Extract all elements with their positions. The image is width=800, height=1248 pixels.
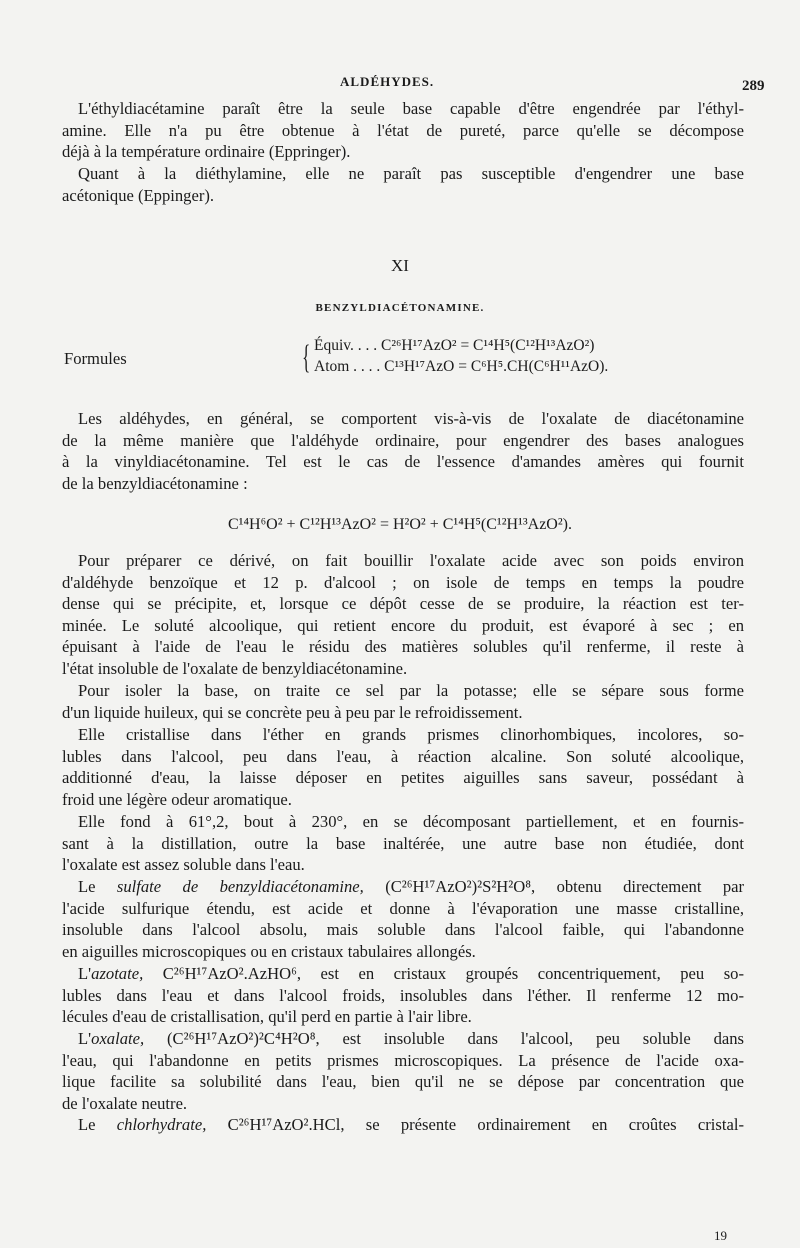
text-line: Pour isoler la base, on traite ce sel par la potasse; elle se sépare sous forme [78, 681, 744, 700]
text-line: insoluble dans l'alcool absolu, mais soluble dans l'alcool faible, qui l'abandonne [62, 920, 744, 940]
text-line: Elle cristallise dans l'éther en grands prismes clinorhombiques, incolores, so- [78, 725, 744, 744]
text-line: lique facilite sa solubilité dans l'eau, bien qu'il ne se dépose par concentration que [62, 1072, 744, 1092]
section-title: BENZYLDIACÉTONAMINE. [315, 302, 485, 314]
text-line [62, 963, 744, 985]
compound-name: chlorhydrate, [116, 1115, 207, 1134]
text-line: acétonique (Eppinger). [62, 185, 215, 205]
paragraph-1 [62, 98, 744, 163]
text-line: de la benzyldiacétonamine : [62, 473, 248, 493]
formula-text: (C²⁶H¹⁷AzO²)²C⁴H²O⁸, est insoluble dans l'alcool, peu soluble dans [144, 1029, 744, 1048]
paragraph-5 [62, 680, 744, 723]
formulas-block [62, 336, 744, 386]
text-line: en aiguilles microscopiques ou en cristaux tabulaires allongés. [62, 941, 476, 961]
paragraph-4 [62, 550, 744, 680]
formula-text: C²⁶H¹⁷AzO².AzHO⁶, est en cristaux groupés concentriquement, peu so- [143, 964, 744, 983]
paragraph-8 [62, 876, 744, 962]
text-line: de l'oxalate neutre. [62, 1093, 188, 1113]
text-line: l'état insoluble de l'oxalate de benzyldiacétonamine. [62, 658, 408, 678]
text-line: sant à la distillation, outre la base inaltérée, une autre base non étudiée, dont [62, 833, 744, 853]
text-line: froid une légère odeur aromatique. [62, 789, 292, 809]
page-number: 289 [742, 78, 765, 94]
text-line: Elle fond à 61°,2, bout à 230°, en se décomposant partiellement, et en fournis- [78, 812, 744, 831]
formula-text: C²⁶H¹⁷AzO².HCl, se présente ordinairement en croûtes cristal- [206, 1115, 744, 1134]
running-title: ALDÉHYDES. [340, 74, 435, 89]
formula-atom: Atom . . . . C¹³H¹⁷AzO = C⁶H⁵.CH(C⁶H¹¹AzO). [314, 358, 609, 375]
text-line: additionné d'eau, la laisse déposer en petites aiguilles sans saveur, possédant à [62, 768, 744, 788]
text-line: lubles dans l'alcool, peu dans l'eau, à réaction alcaline. Son soluté alcoolique, [62, 746, 744, 766]
formula-equiv: Équiv. . . . C²⁶H¹⁷AzO² = C¹⁴H⁵(C¹²H¹³AzO²) [314, 337, 595, 354]
section-number: XI [391, 256, 409, 275]
paragraph-9 [62, 963, 744, 1028]
lead-word: L' [78, 1029, 92, 1048]
paragraph-7 [62, 811, 744, 876]
compound-name: sulfate de benzyldiacétonamine, [116, 877, 364, 896]
text-line: Pour préparer ce dérivé, on fait bouillir l'oxalate acide avec son poids environ [78, 551, 744, 570]
paragraph-3 [62, 408, 744, 494]
paragraph-6 [62, 724, 744, 810]
text-line [62, 876, 744, 898]
text-line: Les aldéhydes, en général, se comportent vis-à-vis de l'oxalate de diacétonamine [78, 409, 744, 428]
compound-name: oxalate, [91, 1029, 145, 1048]
text-line: minée. Le soluté alcoolique, qui retient encore du produit, est évaporé à sec ; en [62, 615, 744, 635]
signature-mark: 19 [714, 1228, 727, 1243]
brace-glyph: { [302, 339, 311, 376]
text-line: amine. Elle n'a pu être obtenue à l'état de pureté, parce qu'elle se décompose [62, 120, 744, 140]
running-head [0, 74, 800, 96]
text-line: épuisant à l'aide de l'eau le résidu des matières solubles qu'il renferme, il reste à [62, 637, 744, 657]
text-line: l'oxalate est assez soluble dans l'eau. [62, 855, 305, 875]
reaction-equation: C¹⁴H⁶O² + C¹²H¹³AzO² = H²O² + C¹⁴H⁵(C¹²H¹³AzO²). [228, 516, 572, 533]
text-line: lécules d'eau de cristallisation, qu'il perd en partie à l'air libre. [62, 1007, 472, 1027]
text-line: dense qui se précipite, et, lorsque ce dépôt cesse de se produire, la réaction est ter- [62, 594, 744, 614]
compound-name: azotate, [91, 964, 144, 983]
text-line: d'un liquide huileux, qui se concrète peu à peu par le refroidissement. [62, 702, 523, 722]
text-line [62, 1114, 744, 1136]
paragraph-2 [62, 163, 744, 206]
text-line: l'eau, qui l'abandonne en petits prismes microscopiques. La présence de l'acide oxa- [62, 1050, 744, 1070]
text-line [62, 1028, 744, 1050]
lead-word: Le [78, 1115, 117, 1134]
formula-text: (C²⁶H¹⁷AzO²)²S²H²O⁸, obtenu directement par [363, 877, 744, 896]
paragraph-11 [62, 1114, 744, 1136]
formulas-label: Formules [64, 349, 127, 368]
text-line: d'aldéhyde benzoïque et 12 p. d'alcool ; on isole de temps en temps la poudre [62, 572, 744, 592]
text-line: lubles dans l'eau et dans l'alcool froids, insolubles dans l'éther. Il renferme 12 mo- [62, 985, 744, 1005]
lead-word: L' [78, 964, 92, 983]
text-line: de la même manière que l'aldéhyde ordinaire, pour engendrer des bases analogues [62, 430, 744, 450]
paragraph-10 [62, 1028, 744, 1114]
text-line: Quant à la diéthylamine, elle ne paraît pas susceptible d'engendrer une base [78, 164, 744, 183]
text-line: déjà à la température ordinaire (Eppringer). [62, 142, 351, 162]
text-line: L'éthyldiacétamine paraît être la seule base capable d'être engendrée par l'éthyl- [78, 99, 744, 118]
text-line: l'acide sulfurique étendu, est acide et donne à l'évaporation une masse cristalline, [62, 898, 744, 918]
text-line: à la vinyldiacétonamine. Tel est le cas de l'essence d'amandes amères qui fournit [62, 452, 744, 472]
lead-word: Le [78, 877, 117, 896]
